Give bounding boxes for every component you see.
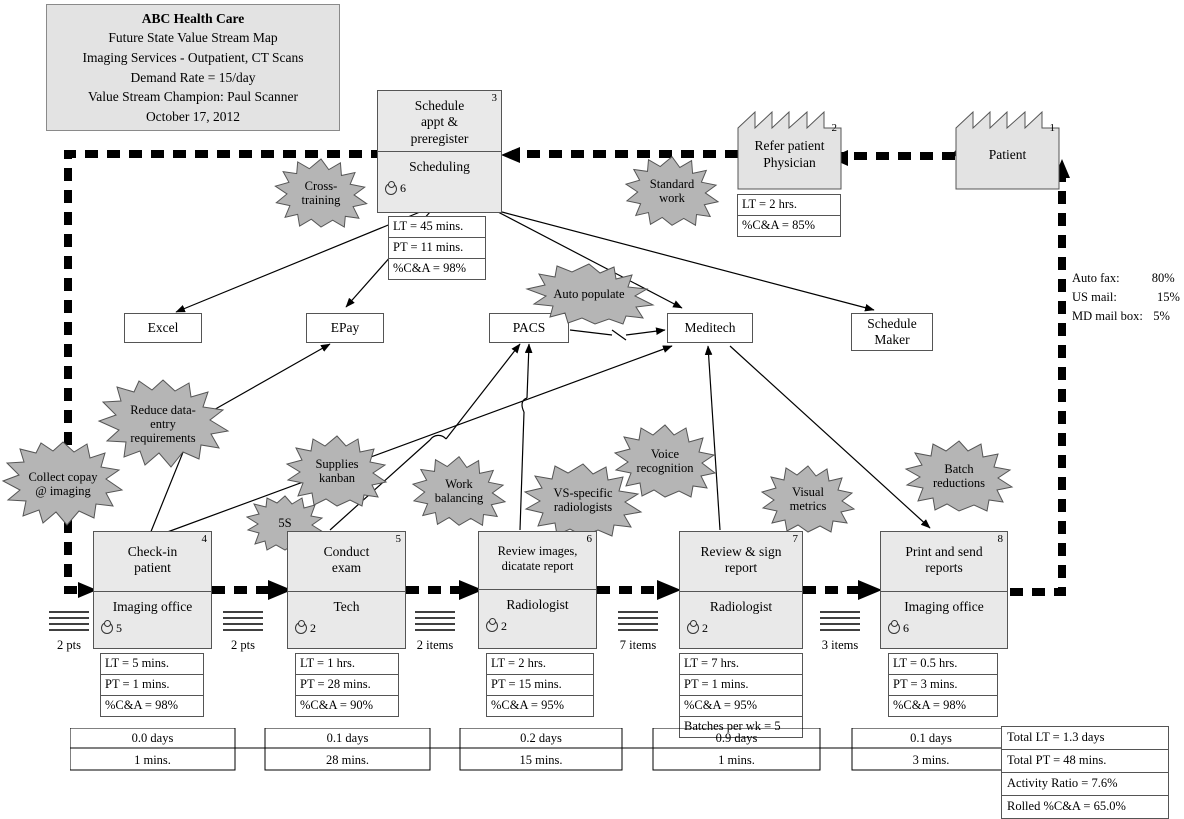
process-8-number: 8 [997,533,1003,545]
process-7-title: Review & sign report [700,544,782,576]
channel-note-md-mail-box: MD mail box: 5% [1072,309,1170,323]
entity-referring-physician-label [737,108,842,190]
timeline-lead-time-1: 0.0 days [131,731,174,745]
process-5-pt: PT = 28 mins. [296,675,398,696]
process-4-lt: LT = 5 mins. [101,654,203,675]
inventory-icon-3 [414,608,456,641]
title-line-2: Future State Value Stream Map [108,30,278,46]
system-box-pacs[interactable]: PACS [489,313,569,343]
kaizen-burst-vs-specific-radiologists[interactable]: VS-specific radiologists [522,463,644,537]
process-6-pt: PT = 15 mins. [487,675,593,696]
kaizen-burst-voice-recognition[interactable]: Voice recognition [613,424,717,498]
entity-patient-number: 1 [1049,122,1055,134]
timeline-lead-time-2: 0.1 days [326,731,369,745]
inventory-icon-5 [819,608,861,641]
process-5-staffing: 2 [288,617,405,639]
process-6-role: Radiologist [506,596,569,612]
physician-lt: LT = 2 hrs. [738,195,840,216]
summary-rolled-ca: Rolled %C&A = 65.0% [1002,796,1168,819]
process-4-role: Imaging office [112,598,193,614]
process-7-pt: PT = 1 mins. [680,675,802,696]
process-3-title: Schedule appt & preregister [410,98,469,146]
process-6-staffing: 2 [479,615,596,637]
process-3-staffing: 6 [378,177,501,199]
process-6-title: Review images, dicatate report [497,544,578,574]
kaizen-burst-5s[interactable]: 5S [246,495,324,551]
process-box-review-and-sign[interactable] [679,531,803,649]
process-5-role: Tech [333,598,360,614]
timeline-process-time-1: 1 mins. [134,753,171,767]
process-4-ca: %C&A = 98% [101,696,203,717]
operator-icon [101,622,113,634]
process-8-title: Print and send reports [905,544,983,576]
process-6-ca: %C&A = 95% [487,696,593,717]
process-8-role: Imaging office [904,598,984,614]
entity-physician-line-1: Refer patient [754,138,825,153]
process-7-lt: LT = 7 hrs. [680,654,802,675]
process-box-conduct-exam[interactable] [287,531,406,649]
system-box-schedule-maker[interactable]: Schedule Maker [851,313,933,351]
operator-icon [888,622,900,634]
timeline-lead-time-3: 0.2 days [520,731,562,745]
title-block [46,4,340,131]
entity-patient-label: Patient [988,146,1027,162]
kaizen-burst-collect-copay[interactable]: Collect copay @ imaging [1,441,125,527]
entity-physician-number: 2 [831,122,837,134]
process-6-number: 6 [586,533,592,545]
summary-activity-ratio: Activity Ratio = 7.6% [1002,773,1168,796]
inventory-label-4: 7 items [619,638,657,652]
process-6-data-box [486,653,594,717]
kaizen-burst-reduce-data-entry[interactable]: Reduce data- entry requirements [95,379,231,469]
process-4-title: Check-in patient [127,544,178,576]
system-box-meditech[interactable]: Meditech [667,313,753,343]
process-5-title: Conduct exam [323,544,370,576]
process-3-number: 3 [491,92,497,104]
process-7-data-box [679,653,803,738]
process-5-number: 5 [395,533,401,545]
process-8-pt: PT = 3 mins. [889,675,997,696]
process-8-lt: LT = 0.5 hrs. [889,654,997,675]
inventory-icon-4 [617,608,659,641]
timeline-process-time-3: 15 mins. [519,753,563,767]
process-6-lt: LT = 2 hrs. [487,654,593,675]
process-4-number: 4 [201,533,207,545]
process-8-data-box [888,653,998,717]
operator-icon [295,622,307,634]
entity-referring-physician [737,108,842,190]
title-line-4: Demand Rate = 15/day [130,69,256,85]
title-line-3: Imaging Services - Outpatient, CT Scans [82,49,304,65]
kaizen-burst-standard-work[interactable]: Standard work [623,155,721,227]
summary-total-lt: Total LT = 1.3 days [1002,727,1168,750]
kaizen-burst-work-balancing[interactable]: Work balancing [410,455,508,527]
process-5-data-box [295,653,399,717]
kaizen-burst-cross-training[interactable]: Cross- training [272,158,370,228]
title-line-1: ABC Health Care [141,10,245,26]
channel-note-auto-fax: Auto fax: 80% [1072,271,1175,285]
operator-icon [486,620,498,632]
entity-physician-line-2: Physician [763,154,816,170]
title-line-6: October 17, 2012 [145,108,241,124]
process-7-role: Radiologist [709,598,773,614]
kaizen-burst-visual-metrics[interactable]: Visual metrics [760,465,856,533]
process-4-staffing: 5 [94,617,211,639]
summary-box [1001,726,1169,819]
process-8-ca: %C&A = 98% [889,696,997,717]
process-3-role: Scheduling [409,159,470,175]
timeline-process-time-2: 28 mins. [325,753,370,767]
process-box-check-in-patient[interactable] [93,531,212,649]
process-box-schedule-appt[interactable] [377,90,502,213]
system-box-excel[interactable]: Excel [124,313,202,343]
process-7-staffing: 2 [680,617,802,639]
title-line-5: Value Stream Champion: Paul Scanner [88,89,298,105]
operator-icon [385,183,397,195]
process-3-data-box [388,216,486,280]
inventory-label-3: 2 items [416,638,454,652]
process-3-lt: LT = 45 mins. [389,217,485,238]
process-8-staffing: 6 [881,617,1007,639]
physician-ca: %C&A = 85% [738,216,840,237]
timeline-process-time-5: 3 mins. [912,753,950,767]
process-4-data-box [100,653,204,717]
process-4-pt: PT = 1 mins. [101,675,203,696]
inventory-icon-2 [222,608,264,641]
kaizen-burst-auto-populate[interactable]: Auto populate [522,263,656,325]
process-7-ca: %C&A = 95% [680,696,802,717]
summary-total-pt: Total PT = 48 mins. [1002,750,1168,773]
process-box-review-images[interactable] [478,531,597,649]
timeline-lead-time-4: 0.9 days [715,731,758,745]
kaizen-burst-supplies-kanban[interactable]: Supplies kanban [285,435,389,507]
process-3-ca: %C&A = 98% [389,259,485,280]
inventory-label-1: 2 pts [57,638,81,652]
inventory-label-2: 2 pts [231,638,255,652]
inventory-icon-1 [48,608,90,641]
process-3-pt: PT = 11 mins. [389,238,485,259]
timeline-process-time-4: 1 mins. [718,753,755,767]
process-5-lt: LT = 1 hrs. [296,654,398,675]
process-5-ca: %C&A = 90% [296,696,398,717]
entity-patient [955,108,1060,190]
kaizen-burst-batch-reductions[interactable]: Batch reductions [903,440,1015,512]
physician-data-box [737,194,841,237]
process-box-print-and-send[interactable] [880,531,1008,649]
process-7-batches: Batches per wk = 5 [680,717,802,738]
process-7-number: 7 [792,533,798,545]
timeline-lead-time-5: 0.1 days [910,731,952,745]
operator-icon [687,622,699,634]
system-box-epay[interactable]: EPay [306,313,384,343]
channel-note-us-mail: US mail: 15% [1072,290,1180,304]
inventory-label-5: 3 items [821,638,859,652]
